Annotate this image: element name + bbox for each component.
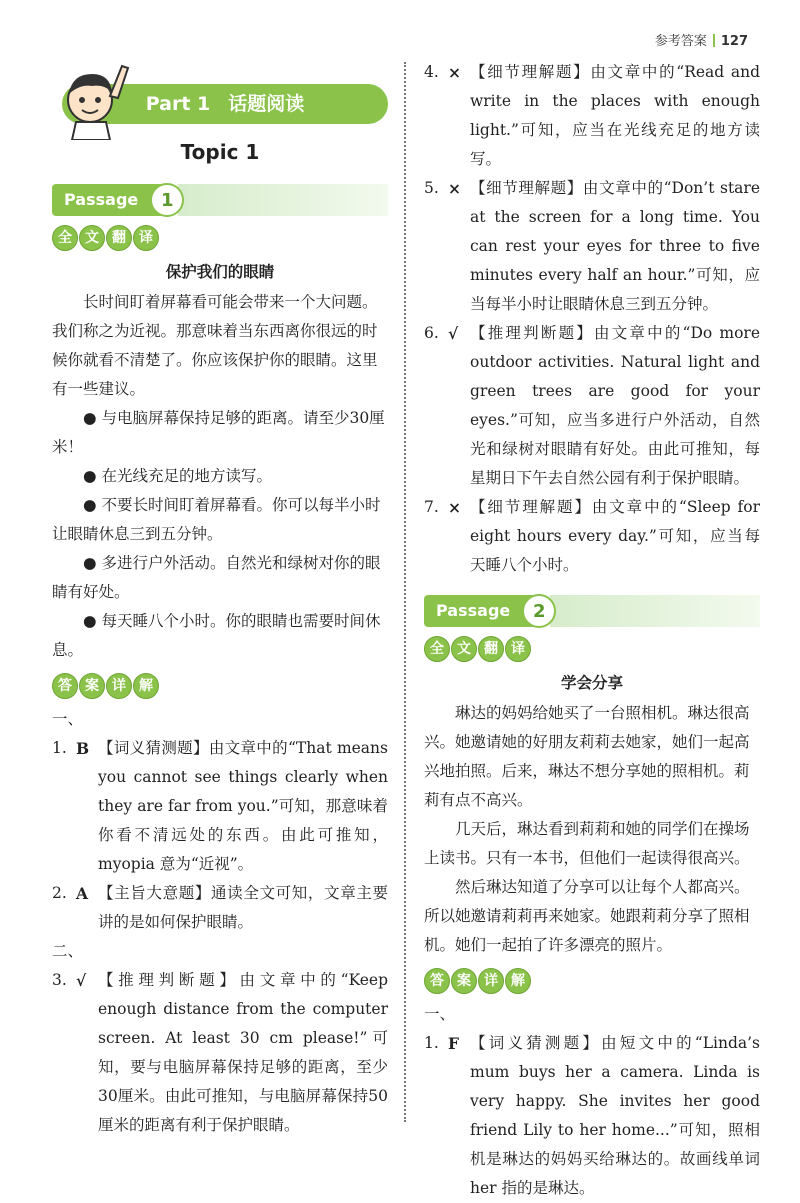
answer-number: 3. [52,971,67,989]
passage-label: Passage [52,184,164,216]
passage-2-banner [424,594,760,628]
badge-char: 全 [424,636,450,662]
passage-label: Passage [424,595,536,627]
passage-2-title: 学会分享 [560,673,623,692]
passage-1-banner [52,183,388,217]
answers-badge [424,968,760,994]
answer-number: 2. [52,884,67,902]
part-title: 话题阅读 [228,92,305,115]
answer-number: 5. [424,179,439,197]
answer-mark: √ [76,971,87,990]
badge-char: 译 [505,636,531,662]
answer-item [52,734,388,879]
badge-char: 文 [79,225,105,251]
part-banner [62,84,388,124]
page-header [655,30,748,49]
answer-mark: × [448,179,461,198]
tip-item: ● 在光线充足的地方读写。 [83,467,272,485]
badge-char: 答 [52,673,78,699]
answer-number: 6. [424,324,439,342]
badge-char: 译 [133,225,159,251]
left-column [52,84,388,1140]
passage-2-paragraph: 几天后，琳达看到莉莉和她的同学们在操场上读书。只有一本书，但他们一起读得很高兴。 [424,820,750,867]
answer-item [424,174,760,319]
section-heading: 一、 [52,710,84,728]
badge-char: 文 [451,636,477,662]
answer-text: 【细节理解题】由文章中的“Read and write in the places with enough light.”可知，应当在光线充足的地方读写。 [470,63,760,168]
answer-item [424,319,760,493]
badge-char: 案 [79,673,105,699]
answer-number: 7. [424,498,439,516]
answer-item [52,966,388,1140]
answer-text: 【推理判断题】由文章中的“Keep enough distance from the computer screen. At least 30 cm please!”可知，要与电脑屏幕保持足够的距离，至少30厘米。由此可推知，与电脑屏幕保持50厘米的距离有利于保护眼睛。 [98,971,388,1134]
badge-char: 详 [478,968,504,994]
badge-char: 解 [505,968,531,994]
badge-char: 案 [451,968,477,994]
section-heading: 二、 [52,942,84,960]
tip-item: ● 多进行户外活动。自然光和绿树对你的眼睛有好处。 [52,554,381,601]
answer-mark: A [76,884,89,903]
answer-item [424,1029,760,1203]
tip-item: ● 每天睡八个小时。你的眼睛也需要时间休息。 [52,612,381,659]
badge-char: 翻 [478,636,504,662]
tip-item: ● 不要长时间盯着屏幕看。你可以每半小时让眼睛休息三到五分钟。 [52,496,381,543]
column-divider [404,62,406,1122]
answer-mark: F [448,1034,460,1053]
answer-mark: √ [448,324,459,343]
right-column [424,58,760,1203]
banner-tail [550,595,760,627]
translation-badge [424,636,760,662]
answer-text: 【主旨大意题】通读全文可知，文章主要讲的是如何保护眼睛。 [98,884,388,931]
passage-1-title: 保护我们的眼睛 [165,262,275,281]
answer-item [424,58,760,174]
passage-2-paragraph: 然后琳达知道了分享可以让每个人都高兴。所以她邀请莉莉再来她家。她跟莉莉分享了照相机。她们一起拍了许多漂亮的照片。 [424,878,750,954]
answer-number: 1. [424,1034,439,1052]
answer-mark: × [448,63,461,82]
topic-title: Topic 1 [180,140,260,164]
badge-char: 答 [424,968,450,994]
passage-2-paragraph: 琳达的妈妈给她买了一台照相机。琳达很高兴。她邀请她的好朋友莉莉去她家，她们一起高兴地拍照。后来，琳达不想分享她的照相机。莉莉有点不高兴。 [424,704,750,809]
passage-number: 2 [522,594,556,628]
answer-text: 【词义猜测题】由短文中的“Linda’s mum buys her a camera. Linda is very happy. She invites her good friend Lily to her home...”可知，照相机是琳达的妈妈买给琳达的。故画线单词 her 指的是琳达。 [470,1034,760,1197]
answer-number: 4. [424,63,439,81]
answer-item [424,493,760,580]
passage-number: 1 [150,183,184,217]
part-number: Part 1 [145,92,211,115]
badge-char: 全 [52,225,78,251]
tip-item: ● 与电脑屏幕保持足够的距离。请至少30厘米！ [52,409,385,456]
badge-char: 详 [106,673,132,699]
badge-char: 翻 [106,225,132,251]
answer-number: 1. [52,739,67,757]
answer-text: 【词义猜测题】由文章中的“That means you cannot see things clearly when they are far from you.”可知，那意味着你看不清远处的东西。由此可推知，myopia 意为“近视”。 [98,739,388,873]
banner-tail [178,184,388,216]
section-heading: 一、 [424,1005,456,1023]
answers-badge [52,673,388,699]
passage-1-intro: 长时间盯着屏幕看可能会带来一个大问题。我们称之为近视。那意味着当东西离你很远的时候你就看不清楚了。你应该保护你的眼睛。这里有一些建议。 [52,293,378,398]
header-label: 参考答案 [654,34,707,49]
answer-item [52,879,388,937]
page-number: 127 [720,34,748,49]
answer-text: 【细节理解题】由文章中的“Don’t stare at the screen for a long time. You can rest your eyes for three to five minutes every half an hour.”可知，应当每半小时让眼睛休息三到五分钟。 [470,179,760,313]
badge-char: 解 [133,673,159,699]
translation-badge [52,225,388,251]
header-divider [713,34,715,47]
answer-text: 【推理判断题】由文章中的“Do more outdoor activities. Natural light and green trees are good for your eyes.”可知，应当多进行户外活动，自然光和绿树对眼睛有好处。由此可推知，每星期日下午去自然公园有利于保护眼睛。 [470,324,760,487]
cartoon-boy-icon [52,56,136,140]
answer-mark: × [448,498,461,517]
answer-text: 【细节理解题】由文章中的“Sleep for eight hours every day.”可知，应当每天睡八个小时。 [470,498,760,574]
answer-mark: B [76,739,90,758]
